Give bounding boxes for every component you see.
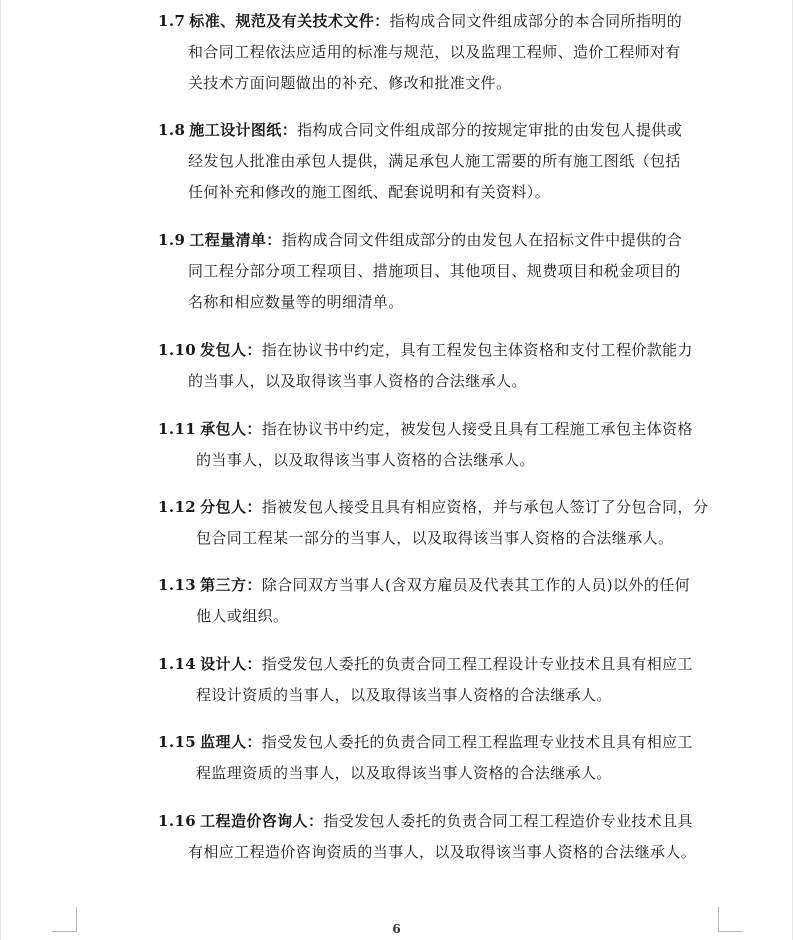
clause-1-8 bbox=[158, 115, 720, 208]
clause-first-line bbox=[158, 414, 720, 445]
page-left-edge bbox=[0, 0, 1, 940]
clause-text: 他人或组织。 bbox=[196, 607, 289, 625]
clause-1-16 bbox=[158, 806, 720, 868]
clause-term: 工程量清单： bbox=[189, 231, 282, 249]
clause-term: 第三方： bbox=[200, 576, 262, 594]
clause-first-line bbox=[158, 806, 720, 837]
clause-text: 程监理资质的当事人，以及取得该当事人资格的合法继承人。 bbox=[196, 764, 612, 782]
clause-1-14 bbox=[158, 649, 720, 711]
clause-number: 1.14 bbox=[158, 655, 197, 673]
clause-1-12 bbox=[158, 492, 720, 554]
clause-text: 除合同双方当事人(含双方雇员及代表其工作的人员)以外的任何 bbox=[261, 576, 691, 594]
clause-first-line bbox=[158, 570, 720, 601]
clause-text: 指构成合同文件组成部分的按规定审批的由发包人提供或 bbox=[297, 121, 683, 139]
clause-text: 同工程分部分项工程项目、措施项目、其他项目、规费项目和税金项目的 bbox=[188, 262, 681, 280]
clause-first-line bbox=[158, 492, 720, 523]
clause-text: 名称和相应数量等的明细清单。 bbox=[188, 293, 404, 311]
clause-text: 有相应工程造价咨询资质的当事人，以及取得该当事人资格的合法继承人。 bbox=[188, 843, 697, 861]
clause-term: 工程造价咨询人： bbox=[200, 812, 324, 830]
clause-number: 1.7 bbox=[158, 12, 186, 30]
clause-number: 1.13 bbox=[158, 576, 197, 594]
clause-text: 包合同工程某一部分的当事人，以及取得该当事人资格的合法继承人。 bbox=[196, 529, 674, 547]
clause-number: 1.15 bbox=[158, 733, 197, 751]
clause-first-line bbox=[158, 335, 720, 366]
clause-text: 指受发包人委托的负责合同工程工程设计专业技术且具有相应工 bbox=[261, 655, 693, 673]
clause-text: 指在协议书中约定，被发包人接受且具有工程施工承包主体资格 bbox=[261, 420, 693, 438]
clause-text: 的当事人，以及取得该当事人资格的合法继承人。 bbox=[196, 451, 535, 469]
clause-first-line bbox=[158, 727, 720, 758]
clause-text: 关技术方面问题做出的补充、修改和批准文件。 bbox=[188, 74, 512, 92]
clause-term: 承包人： bbox=[200, 420, 262, 438]
clause-number: 1.9 bbox=[158, 231, 186, 249]
clause-first-line bbox=[158, 649, 720, 680]
clause-number: 1.11 bbox=[158, 420, 197, 438]
page-number: 6 bbox=[392, 922, 401, 936]
clause-text: 指构成合同文件组成部分的本合同所指明的 bbox=[389, 12, 683, 30]
clause-1-15 bbox=[158, 727, 720, 789]
clause-term: 设计人： bbox=[200, 655, 262, 673]
clause-term: 分包人： bbox=[200, 498, 262, 516]
clause-number: 1.16 bbox=[158, 812, 197, 830]
clause-text: 指构成合同文件组成部分的由发包人在招标文件中提供的合 bbox=[281, 231, 683, 249]
clause-text: 和合同工程依法应适用的标准与规范，以及监理工程师、造价工程师对有 bbox=[188, 43, 681, 61]
clause-text: 程设计资质的当事人，以及取得该当事人资格的合法继承人。 bbox=[196, 686, 612, 704]
clause-term: 监理人： bbox=[200, 733, 262, 751]
clause-first-line bbox=[158, 6, 720, 37]
clause-text: 的当事人，以及取得该当事人资格的合法继承人。 bbox=[188, 372, 527, 390]
clause-number: 1.10 bbox=[158, 341, 197, 359]
clause-term: 施工设计图纸： bbox=[189, 121, 298, 139]
clause-text: 任何补充和修改的施工图纸、配套说明和有关资料）。 bbox=[188, 183, 551, 201]
clause-first-line bbox=[158, 115, 720, 146]
clause-text: 经发包人批准由承包人提供，满足承包人施工需要的所有施工图纸（包括 bbox=[188, 152, 681, 170]
clause-1-7 bbox=[158, 6, 720, 99]
clause-first-line bbox=[158, 225, 720, 256]
clause-1-13 bbox=[158, 570, 720, 632]
clause-1-10 bbox=[158, 335, 720, 397]
clause-text: 指被发包人接受且具有相应资格，并与承包人签订了分包合同，分 bbox=[261, 498, 709, 516]
clause-text: 指受发包人委托的负责合同工程工程监理专业技术且具有相应工 bbox=[261, 733, 693, 751]
clause-1-11 bbox=[158, 414, 720, 476]
clause-text: 指受发包人委托的负责合同工程工程造价专业技术且具 bbox=[323, 812, 693, 830]
clause-number: 1.8 bbox=[158, 121, 186, 139]
clause-number: 1.12 bbox=[158, 498, 197, 516]
clause-term: 发包人： bbox=[200, 341, 262, 359]
clause-1-9 bbox=[158, 225, 720, 318]
clause-text: 指在协议书中约定，具有工程发包主体资格和支付工程价款能力 bbox=[261, 341, 693, 359]
clause-term: 标准、规范及有关技术文件： bbox=[189, 12, 390, 30]
